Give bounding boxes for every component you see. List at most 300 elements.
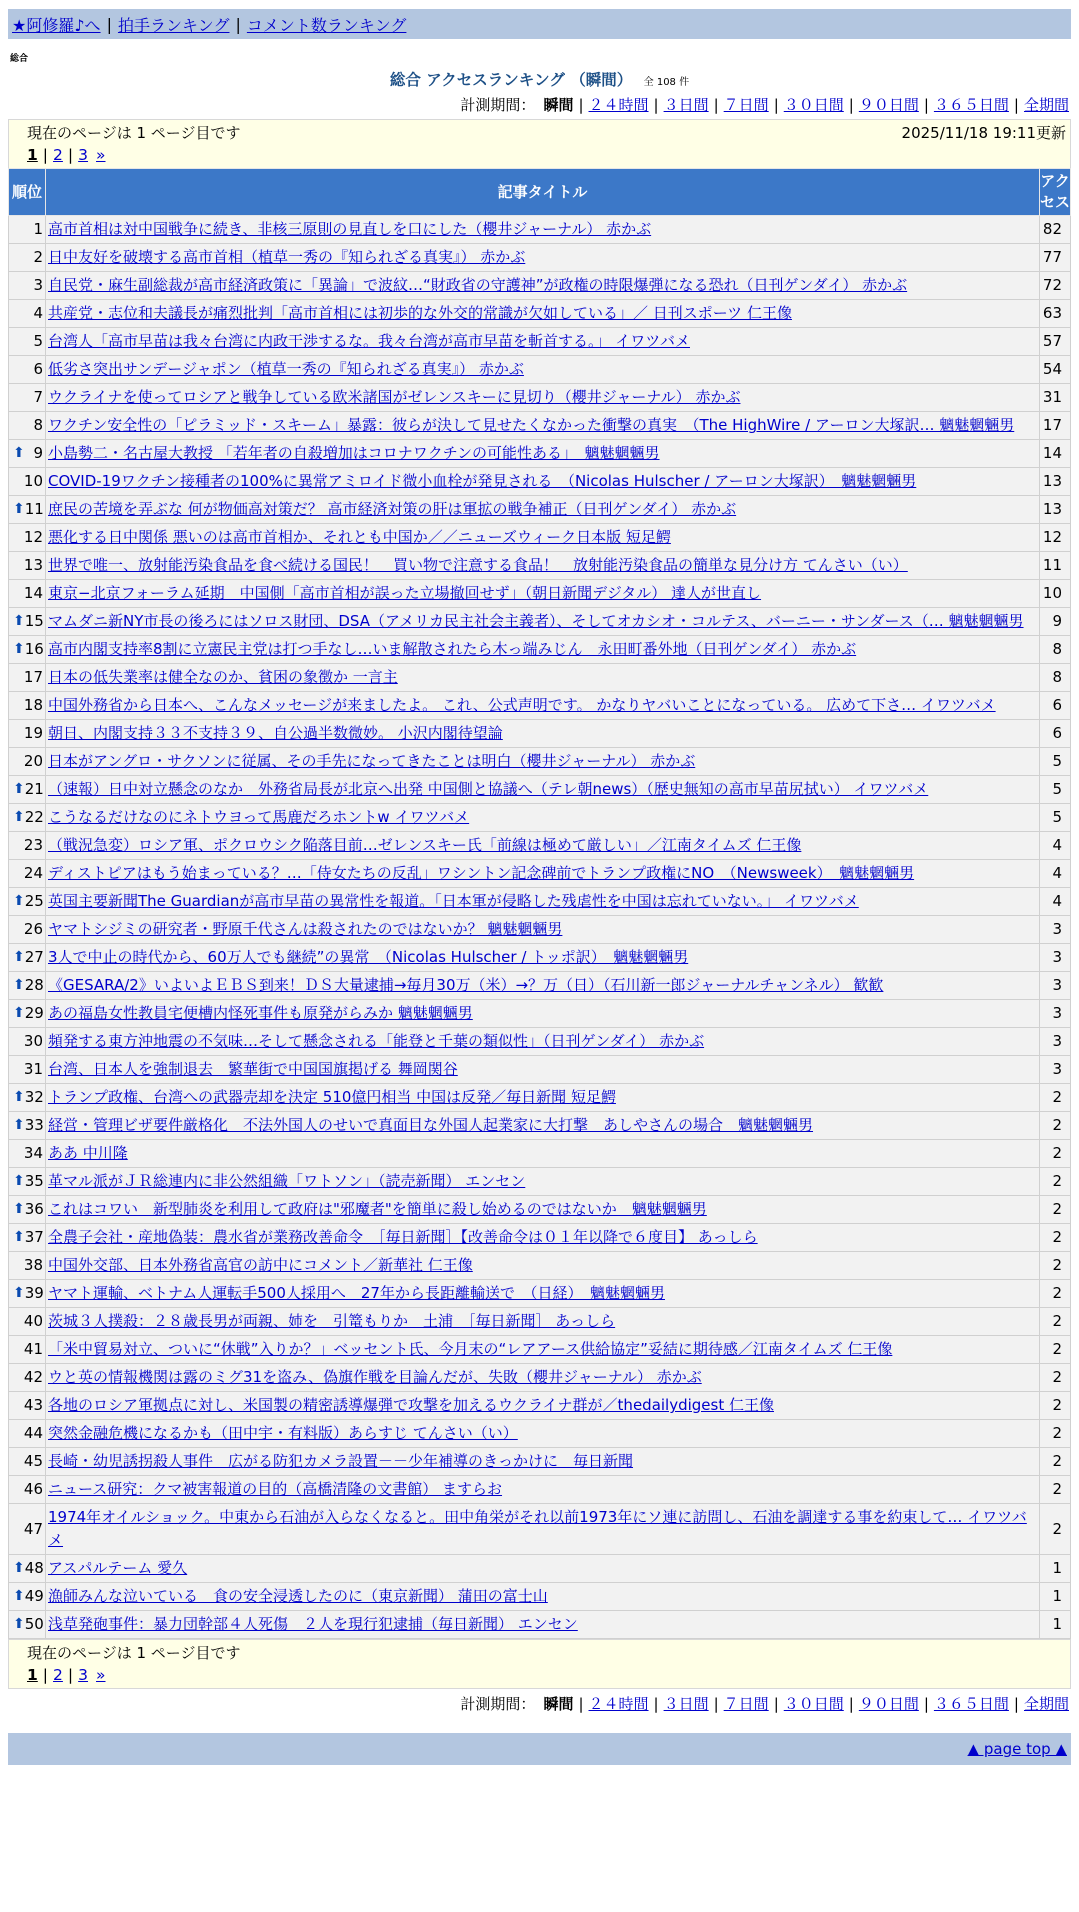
rank-cell xyxy=(9,552,46,580)
access-count: 2 xyxy=(1040,1168,1071,1196)
article-link[interactable]: 低劣さ突出サンデージャポン（植草一秀の『知られざる真実』） 赤かぶ xyxy=(48,360,524,378)
rank-number: 25 xyxy=(24,892,44,910)
up-arrow-icon: ⬆ xyxy=(13,613,25,629)
article-link[interactable]: 東京−北京フォーラム延期 中国側「高市首相が誤った立場撤回せず」（朝日新聞デジタル） 達人が世直し xyxy=(48,584,762,602)
table-row xyxy=(9,720,1071,748)
article-link[interactable]: 台湾、日本人を強制退去 繁華街で中国国旗掲げる 舞岡関谷 xyxy=(48,1060,458,1078)
rank-cell xyxy=(9,1196,46,1224)
rank-number: 45 xyxy=(23,1452,43,1470)
rank-cell xyxy=(9,244,46,272)
pager-page-link[interactable]: 2 xyxy=(53,146,63,164)
title-cell xyxy=(46,440,1040,468)
rank-number: 6 xyxy=(33,360,43,378)
article-link[interactable]: ウと英の情報機関は露のミグ31を盗み、偽旗作戦を目論んだが、失敗（櫻井ジャーナル） 赤かぶ xyxy=(48,1368,702,1386)
rank-cell xyxy=(9,524,46,552)
title-cell xyxy=(46,1224,1040,1252)
up-arrow-icon: ⬆ xyxy=(13,809,25,825)
ranking-title xyxy=(8,68,1071,90)
rank-number: 50 xyxy=(24,1615,44,1633)
article-link[interactable]: マムダニ新NY市長の後ろにはソロス財団、DSA（アメリカ民主社会主義者）、そしてオカシオ・コルテス、バーニー・サンダース（… 魑魅魍魎男 xyxy=(48,612,1024,630)
rank-number: 5 xyxy=(33,332,43,350)
article-link[interactable]: 英国主要新聞The Guardianが高市早苗の異常性を報道。「日本軍が侵略した残虐性を中国は忘れていない。」 イワツバメ xyxy=(48,892,859,910)
access-count: 14 xyxy=(1040,440,1071,468)
rank-number: 29 xyxy=(24,1004,44,1022)
pager-separator: | xyxy=(67,1666,74,1684)
table-row xyxy=(9,748,1071,776)
title-cell xyxy=(46,1000,1040,1028)
up-arrow-icon: ⬆ xyxy=(13,445,25,461)
table-row xyxy=(9,244,1071,272)
page-top-link[interactable]: ▲ page top ▲ xyxy=(967,1740,1067,1758)
article-link[interactable]: 長崎・幼児誘拐殺人事件 広がる防犯カメラ設置－－少年補導のきっかけに 毎日新聞 xyxy=(48,1452,634,1470)
title-cell xyxy=(46,636,1040,664)
table-row xyxy=(9,1224,1071,1252)
period-link[interactable]: 全期間 xyxy=(1023,96,1069,114)
up-arrow-icon: ⬆ xyxy=(13,1229,25,1245)
rank-number: 26 xyxy=(23,920,43,938)
table-row xyxy=(9,1364,1071,1392)
access-count: 9 xyxy=(1040,608,1071,636)
up-arrow-icon: ⬆ xyxy=(13,1588,25,1604)
ranking-title-text: 総合 アクセスランキング （瞬間） xyxy=(389,71,633,89)
title-cell xyxy=(46,860,1040,888)
title-cell xyxy=(46,1280,1040,1308)
article-link[interactable]: 突然金融危機になるかも（田中宇・有料版）あらすじ てんさい（い） xyxy=(48,1424,518,1442)
article-link[interactable]: 革マル派がＪＲ総連内に非公然組織「ワトソン」（読売新聞） エンセン xyxy=(48,1172,526,1190)
table-row xyxy=(9,1420,1071,1448)
rank-cell xyxy=(9,1280,46,1308)
article-link[interactable]: 日本がアングロ・サクソンに従属、その手先になってきたことは明白（櫻井ジャーナル） 赤かぶ xyxy=(48,752,696,770)
article-link[interactable]: これはコワい 新型肺炎を利用して政府は"邪魔者"を簡単に殺し始めるのではないか 魑魅魍魎男 xyxy=(48,1200,707,1218)
table-row xyxy=(9,524,1071,552)
pager-page-link[interactable]: 2 xyxy=(53,1666,63,1684)
pager-page-link[interactable]: 3 xyxy=(78,146,89,164)
pager-next-link[interactable]: » xyxy=(96,1666,106,1684)
page-info-box-bottom xyxy=(8,1639,1071,1689)
table-row xyxy=(9,1392,1071,1420)
rank-number: 28 xyxy=(24,976,44,994)
title-cell xyxy=(46,720,1040,748)
title-cell xyxy=(46,1476,1040,1504)
rank-cell xyxy=(9,944,46,972)
access-count: 2 xyxy=(1040,1140,1071,1168)
table-row xyxy=(9,1448,1071,1476)
rank-number: 44 xyxy=(23,1424,43,1442)
rank-number: 35 xyxy=(24,1172,44,1190)
current-page-text: 現在のページは 1 ページ目です xyxy=(27,1644,241,1662)
rank-cell xyxy=(9,776,46,804)
period-separator: | xyxy=(1013,96,1019,114)
rank-cell xyxy=(9,720,46,748)
title-cell xyxy=(46,496,1040,524)
table-row xyxy=(9,356,1071,384)
rank-number: 49 xyxy=(24,1587,44,1605)
title-cell xyxy=(46,888,1040,916)
article-link[interactable]: ニュース研究：クマ被害報道の目的（高橋清隆の文書館） ますらお xyxy=(48,1480,503,1498)
access-count: 1 xyxy=(1040,1555,1071,1583)
rank-number: 47 xyxy=(23,1519,43,1538)
rank-number: 11 xyxy=(24,500,44,518)
rank-cell xyxy=(9,1555,46,1583)
bottom-bar xyxy=(8,1733,1071,1765)
up-arrow-icon: ⬆ xyxy=(13,1005,25,1021)
up-arrow-icon: ⬆ xyxy=(13,1616,25,1632)
article-link[interactable]: ヤマトシジミの研究者・野原千代さんは殺されたのではないか？ 魑魅魍魎男 xyxy=(48,920,563,938)
up-arrow-icon: ⬆ xyxy=(13,1201,25,1217)
title-cell xyxy=(46,608,1040,636)
rank-cell xyxy=(9,384,46,412)
comment-ranking-link[interactable]: コメント数ランキング xyxy=(246,15,407,35)
article-link[interactable]: 小島勢二・名古屋大教授 「若年者の自殺増加はコロナワクチンの可能性ある」 魑魅魍魎男 xyxy=(48,444,660,462)
rank-cell xyxy=(9,1420,46,1448)
period-link[interactable]: ３日間 xyxy=(663,96,709,114)
table-row xyxy=(9,216,1071,244)
title-cell xyxy=(46,1420,1040,1448)
access-count: 11 xyxy=(1040,552,1071,580)
table-row xyxy=(9,1504,1071,1555)
access-count: 3 xyxy=(1040,1056,1071,1084)
up-arrow-icon: ⬆ xyxy=(13,641,25,657)
article-link[interactable]: 頻発する東方沖地震の不気味…そして懸念される「能登と千葉の類似性」（日刊ゲンダイ） 赤かぶ xyxy=(48,1032,705,1050)
title-cell xyxy=(46,524,1040,552)
rank-number: 48 xyxy=(24,1559,44,1577)
period-separator: | xyxy=(653,96,659,114)
pager-page-link[interactable]: 3 xyxy=(78,1666,89,1684)
article-link[interactable]: 自民党・麻生副総裁が高市経済政策に「異論」で波紋…“財政省の守護神”が政権の時限爆弾になる恐れ（日刊ゲンダイ） 赤かぶ xyxy=(48,276,908,294)
rank-number: 15 xyxy=(24,612,44,630)
rank-cell xyxy=(9,1084,46,1112)
title-cell xyxy=(46,1056,1040,1084)
period-link[interactable]: ９０日間 xyxy=(858,96,919,114)
article-link[interactable]: 中国外務省から日本へ、こんなメッセージが来ましたよ。 これ、公式声明です。 かなりヤバいことになっている。 広めて下さ… イワツバメ xyxy=(48,696,996,714)
home-link[interactable]: ★阿修羅♪へ xyxy=(12,15,101,35)
category-label: 総合 xyxy=(10,54,29,64)
access-count: 2 xyxy=(1040,1392,1071,1420)
title-cell xyxy=(46,1196,1040,1224)
period-link[interactable]: ９０日間 xyxy=(858,1695,919,1713)
access-count: 4 xyxy=(1040,888,1071,916)
title-cell xyxy=(46,1140,1040,1168)
title-cell xyxy=(46,1308,1040,1336)
access-count: 57 xyxy=(1040,328,1071,356)
period-link[interactable]: ７日間 xyxy=(723,96,769,114)
access-count: 82 xyxy=(1040,216,1071,244)
rank-number: 8 xyxy=(33,416,43,434)
access-count: 2 xyxy=(1040,1364,1071,1392)
period-separator: | xyxy=(578,1695,584,1713)
table-header-row xyxy=(9,169,1071,216)
article-link[interactable]: 各地のロシア軍拠点に対し、米国製の精密誘導爆弾で攻撃を加えるウクライナ群が／thedailydigest 仁王像 xyxy=(48,1396,774,1414)
access-count: 2 xyxy=(1040,1336,1071,1364)
title-cell xyxy=(46,1555,1040,1583)
table-row xyxy=(9,1476,1071,1504)
title-cell xyxy=(46,1336,1040,1364)
title-cell xyxy=(46,1168,1040,1196)
rank-number: 21 xyxy=(24,780,44,798)
period-selector-top xyxy=(8,94,1069,115)
table-row xyxy=(9,860,1071,888)
rank-number: 27 xyxy=(24,948,44,966)
title-cell xyxy=(46,1364,1040,1392)
article-link[interactable]: 朝日、内閣支持３３不支持３９、自公過半数微妙。 小沢内閣待望論 xyxy=(48,724,503,742)
article-link[interactable]: 1974年オイルショック。中東から石油が入らなくなると。田中角栄がそれ以前1973年にソ連に訪問し、石油を調達する事を約束して… イワツバメ xyxy=(48,1508,1027,1549)
article-link[interactable]: 高市内閣支持率8割に立憲民主党は打つ手なし…いま解散されたら木っ端みじん 永田町番外地（日刊ゲンダイ） 赤かぶ xyxy=(48,640,857,658)
title-cell xyxy=(46,748,1040,776)
period-link[interactable]: ３日間 xyxy=(663,1695,709,1713)
table-row xyxy=(9,580,1071,608)
pager-top xyxy=(27,144,1066,166)
table-row xyxy=(9,1084,1071,1112)
article-link[interactable]: 世界で唯一、放射能汚染食品を食べ続ける国民！ 買い物で注意する食品！ 放射能汚染食品の簡単な見分け方 てんさい（い） xyxy=(48,556,908,574)
table-row xyxy=(9,692,1071,720)
article-link[interactable]: ヤマト運輸、ベトナム人運転手500人採用へ 27年から長距離輸送で （日経） 魑魅魍魎男 xyxy=(48,1284,665,1302)
top-nav-bar xyxy=(8,9,1071,39)
rank-number: 30 xyxy=(23,1032,43,1050)
article-link[interactable]: ああ 中川隆 xyxy=(48,1144,128,1162)
period-link[interactable]: 全期間 xyxy=(1023,1695,1069,1713)
article-link[interactable]: アスパルテーム 愛久 xyxy=(48,1559,188,1577)
pager-current-page: 1 xyxy=(27,1666,38,1684)
period-current: 瞬間 xyxy=(543,1695,574,1713)
title-cell xyxy=(46,692,1040,720)
nav-separator: | xyxy=(106,14,112,34)
rank-cell xyxy=(9,1504,46,1555)
title-cell xyxy=(46,1252,1040,1280)
access-count: 2 xyxy=(1040,1476,1071,1504)
article-link[interactable]: （速報）日中対立懸念のなか 外務省局長が北京へ出発 中国側と協議へ（テレ朝news）（歴史無知の高市早苗尻拭い） イワツバメ xyxy=(48,780,929,798)
title-cell xyxy=(46,328,1040,356)
up-arrow-icon: ⬆ xyxy=(13,977,25,993)
title-cell xyxy=(46,1084,1040,1112)
period-separator: | xyxy=(848,1695,854,1713)
table-row xyxy=(9,636,1071,664)
table-row xyxy=(9,1280,1071,1308)
title-cell xyxy=(46,216,1040,244)
rank-cell xyxy=(9,496,46,524)
page-info-box-top xyxy=(8,119,1071,168)
access-count: 6 xyxy=(1040,720,1071,748)
rank-number: 14 xyxy=(23,584,43,602)
rank-cell xyxy=(9,1611,46,1639)
period-separator: | xyxy=(653,1695,659,1713)
article-link[interactable]: （戦況急変）ロシア軍、ポクロウシク陥落目前…ゼレンスキー氏「前線は極めて厳しい」／江南タイムズ 仁王像 xyxy=(48,836,802,854)
access-count: 5 xyxy=(1040,776,1071,804)
rank-cell xyxy=(9,664,46,692)
rank-number: 2 xyxy=(33,248,43,266)
period-separator: | xyxy=(773,96,779,114)
title-cell xyxy=(46,384,1040,412)
ranking-table-body xyxy=(9,216,1071,1639)
article-link[interactable]: 日本の低失業率は健全なのか、貧困の象徴か 一言主 xyxy=(48,668,398,686)
article-link[interactable]: あの福島女性教員宅便槽内怪死事件も原発がらみか 魑魅魍魎男 xyxy=(48,1004,473,1022)
rank-number: 41 xyxy=(23,1340,43,1358)
rank-column-header: 順位 xyxy=(9,169,46,216)
access-count: 2 xyxy=(1040,1224,1071,1252)
title-cell xyxy=(46,1611,1040,1639)
period-separator: | xyxy=(578,96,584,114)
article-link[interactable]: 共産党・志位和夫議長が痛烈批判「高市首相には初歩的な外交的常識が欠如している」／ 日刊スポーツ 仁王像 xyxy=(48,304,792,322)
rank-number: 20 xyxy=(23,752,43,770)
rank-number: 12 xyxy=(23,528,43,546)
period-separator: | xyxy=(923,1695,929,1713)
rank-number: 31 xyxy=(23,1060,43,1078)
period-current: 瞬間 xyxy=(543,96,574,114)
table-row xyxy=(9,832,1071,860)
up-arrow-icon: ⬆ xyxy=(13,1560,25,1576)
article-link[interactable]: トランプ政権、台湾への武器売却を決定 510億円相当 中国は反発／毎日新聞 短足鰐 xyxy=(48,1088,616,1106)
table-row xyxy=(9,384,1071,412)
rank-cell xyxy=(9,692,46,720)
article-link[interactable]: 漁師みんな泣いている 食の安全浸透したのに（東京新聞） 蒲田の富士山 xyxy=(48,1587,548,1605)
article-link[interactable]: ディストピアはもう始まっている？…「侍女たちの反乱」ワシントン記念碑前でトランプ政権にNO （Newsweek） 魑魅魍魎男 xyxy=(48,864,915,882)
article-link[interactable]: 浅草発砲事件：暴力団幹部４人死傷 ２人を現行犯逮捕（毎日新聞） エンセン xyxy=(48,1615,578,1633)
period-link[interactable]: ３０日間 xyxy=(783,96,844,114)
access-count: 10 xyxy=(1040,580,1071,608)
access-count: 13 xyxy=(1040,468,1071,496)
period-link[interactable]: ７日間 xyxy=(723,1695,769,1713)
rank-cell xyxy=(9,1140,46,1168)
period-separator: | xyxy=(923,96,929,114)
rank-cell xyxy=(9,216,46,244)
rank-cell xyxy=(9,916,46,944)
title-cell xyxy=(46,776,1040,804)
rank-cell xyxy=(9,804,46,832)
rank-cell xyxy=(9,440,46,468)
access-count: 17 xyxy=(1040,412,1071,440)
article-link[interactable]: 庶民の苦境を弄ぶな 何が物価高対策だ？ 高市経済対策の肝は軍拡の戦争補正（日刊ゲンダイ） 赤かぶ xyxy=(48,500,737,518)
table-row xyxy=(9,1196,1071,1224)
access-count: 4 xyxy=(1040,832,1071,860)
rank-cell xyxy=(9,1168,46,1196)
period-link[interactable]: ２４時間 xyxy=(588,1695,649,1713)
article-link[interactable]: COVID-19ワクチン接種者の100%に異常アミロイド微小血栓が発見される （Nicolas Hulscher / アーロン大塚訳） 魑魅魍魎男 xyxy=(48,472,917,490)
table-row xyxy=(9,1028,1071,1056)
article-link[interactable]: ウクライナを使ってロシアと戦争している欧米諸国がゼレンスキーに見切り（櫻井ジャーナル） 赤かぶ xyxy=(48,388,741,406)
rank-cell xyxy=(9,1448,46,1476)
article-link[interactable]: 茨城３人撲殺：２８歳長男が両親、姉を 引篭もりか 土浦 ［毎日新聞］ あっしら xyxy=(48,1312,616,1330)
table-row xyxy=(9,300,1071,328)
access-count: 5 xyxy=(1040,748,1071,776)
rank-cell xyxy=(9,300,46,328)
rank-cell xyxy=(9,888,46,916)
article-link[interactable]: こうなるだけなのにネトウヨって馬鹿だろホントw イワツバメ xyxy=(48,808,470,826)
rank-cell xyxy=(9,860,46,888)
title-cell xyxy=(46,1392,1040,1420)
rank-cell xyxy=(9,748,46,776)
article-link[interactable]: 経営・管理ビザ要件厳格化 不法外国人のせいで真面目な外国人起業家に大打撃 あしやさんの場合 魑魅魍魎男 xyxy=(48,1116,814,1134)
article-link[interactable]: 「米中貿易対立、ついに“休戦”入りか？」ベッセント氏、今月末の“レアアース供給協定”妥結に期待感／江南タイムズ 仁王像 xyxy=(48,1340,893,1358)
table-row xyxy=(9,1168,1071,1196)
applause-ranking-link[interactable]: 拍手ランキング xyxy=(117,15,230,35)
ranking-count: 全 108 件 xyxy=(643,77,690,88)
article-link[interactable]: 日中友好を破壊する高市首相（植草一秀の『知られざる真実』） 赤かぶ xyxy=(48,248,526,266)
access-count: 2 xyxy=(1040,1196,1071,1224)
up-arrow-icon: ⬆ xyxy=(13,1173,25,1189)
article-link[interactable]: 中国外交部、日本外務省高官の訪中にコメント／新華社 仁王像 xyxy=(48,1256,473,1274)
rank-cell xyxy=(9,1392,46,1420)
title-cell xyxy=(46,300,1040,328)
period-link[interactable]: ３６５日間 xyxy=(933,1695,1009,1713)
access-count: 3 xyxy=(1040,1000,1071,1028)
rank-number: 38 xyxy=(23,1256,43,1274)
table-row xyxy=(9,1056,1071,1084)
up-arrow-icon: ⬆ xyxy=(13,1117,25,1133)
access-count: 77 xyxy=(1040,244,1071,272)
rank-number: 42 xyxy=(23,1368,43,1386)
rank-number: 16 xyxy=(24,640,44,658)
rank-number: 37 xyxy=(24,1228,44,1246)
period-separator: | xyxy=(1013,1695,1019,1713)
title-cell xyxy=(46,580,1040,608)
access-count: 8 xyxy=(1040,664,1071,692)
table-row xyxy=(9,1252,1071,1280)
rank-number: 9 xyxy=(33,444,43,462)
rank-number: 4 xyxy=(33,304,43,322)
period-link[interactable]: ２４時間 xyxy=(588,96,649,114)
up-arrow-icon: ⬆ xyxy=(13,781,25,797)
access-count: 2 xyxy=(1040,1504,1071,1555)
rank-cell xyxy=(9,1364,46,1392)
rank-cell xyxy=(9,1000,46,1028)
article-link[interactable]: 3人で中止の時代から、60万人でも継続”の異常 （Nicolas Hulscher / トッポ訳） 魑魅魍魎男 xyxy=(48,948,689,966)
rank-cell xyxy=(9,1252,46,1280)
period-link[interactable]: ３０日間 xyxy=(783,1695,844,1713)
access-count: 2 xyxy=(1040,1448,1071,1476)
rank-number: 17 xyxy=(23,668,43,686)
rank-cell xyxy=(9,1336,46,1364)
rank-number: 33 xyxy=(24,1116,44,1134)
period-label: 計測期間： xyxy=(460,96,536,114)
table-row xyxy=(9,272,1071,300)
article-link[interactable]: 台湾人「高市早苗は我々台湾に内政干渉するな。我々台湾が高市早苗を斬首する。」 イワツバメ xyxy=(48,332,690,350)
title-cell xyxy=(46,804,1040,832)
title-cell xyxy=(46,832,1040,860)
period-link[interactable]: ３６５日間 xyxy=(933,96,1009,114)
access-count: 2 xyxy=(1040,1252,1071,1280)
current-page-text: 現在のページは 1 ページ目です xyxy=(27,124,241,142)
pager-separator: | xyxy=(42,1666,49,1684)
rank-number: 23 xyxy=(23,836,43,854)
pager-bottom xyxy=(27,1664,1066,1686)
rank-cell xyxy=(9,832,46,860)
access-count: 63 xyxy=(1040,300,1071,328)
period-selector-bottom xyxy=(8,1693,1069,1714)
up-arrow-icon: ⬆ xyxy=(13,949,25,965)
table-row xyxy=(9,412,1071,440)
article-link[interactable]: 悪化する日中関係 悪いのは高市首相か、それとも中国か／／ニューズウィーク日本版 短足鰐 xyxy=(48,528,671,546)
article-link[interactable]: 高市首相は対中国戦争に続き、非核三原則の見直しを口にした（櫻井ジャーナル） 赤かぶ xyxy=(48,220,652,238)
pager-next-link[interactable]: » xyxy=(96,146,106,164)
article-link[interactable]: ワクチン安全性の「ピラミッド・スキーム」暴露：彼らが決して見せたくなかった衝撃の真実 （The HighWire / アーロン大塚訳… 魑魅魍魎男 xyxy=(48,416,1015,434)
rank-number: 7 xyxy=(33,388,43,406)
title-cell xyxy=(46,272,1040,300)
rank-cell xyxy=(9,1056,46,1084)
title-cell xyxy=(46,664,1040,692)
access-count: 3 xyxy=(1040,972,1071,1000)
rank-cell xyxy=(9,356,46,384)
access-count: 3 xyxy=(1040,1028,1071,1056)
access-count: 1 xyxy=(1040,1583,1071,1611)
article-link[interactable]: 《GESARA/2》いよいよＥＢＳ到来！ＤＳ大量逮捕→毎月30万（米）→？万（日）（石川新一郎ジャーナルチャンネル） 歓歓 xyxy=(48,976,884,994)
access-count: 4 xyxy=(1040,860,1071,888)
title-cell xyxy=(46,916,1040,944)
table-row xyxy=(9,916,1071,944)
article-link[interactable]: 全農子会社・産地偽装：農水省が業務改善命令 ［毎日新聞］【改善命令は０１年以降で６度目】 あっしら xyxy=(48,1228,758,1246)
rank-cell xyxy=(9,412,46,440)
rank-number: 13 xyxy=(23,556,43,574)
rank-number: 19 xyxy=(23,724,43,742)
access-count: 31 xyxy=(1040,384,1071,412)
